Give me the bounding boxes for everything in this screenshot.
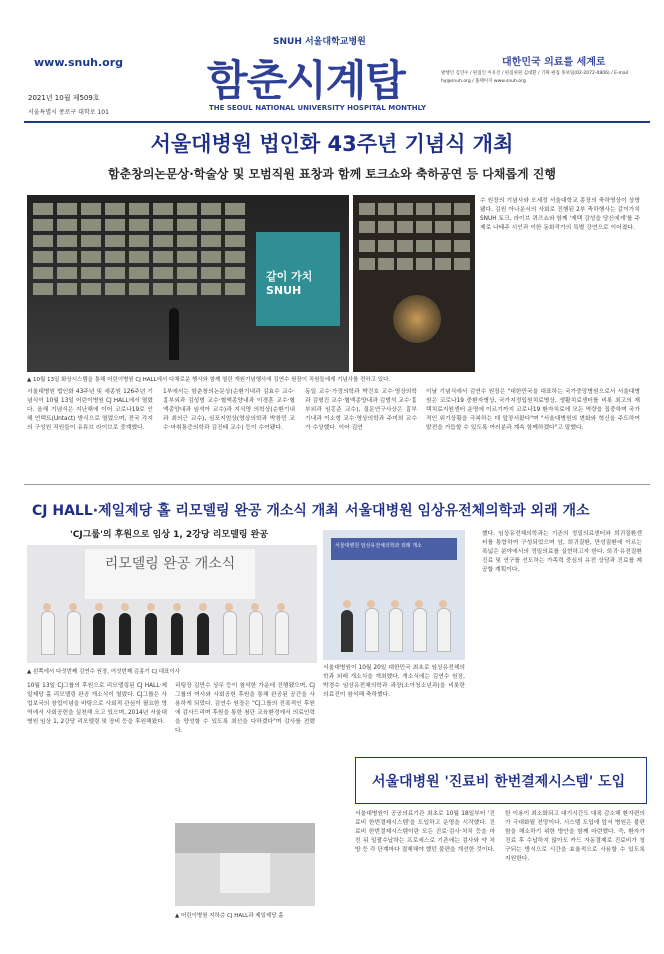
person: [365, 608, 379, 652]
cj-subhead: 'CJ그룹'의 후원으로 임상 1, 2강당 리모델링 완공: [70, 530, 269, 540]
person-head: [95, 603, 103, 611]
person-head: [415, 600, 423, 608]
issue-number: 2021년 10월 제509호: [28, 94, 100, 102]
stage-light: [393, 295, 441, 343]
hall-ceiling: [175, 823, 315, 853]
person: [223, 611, 237, 655]
newspaper-title: 함춘시계탑: [207, 56, 405, 105]
person-head: [391, 600, 399, 608]
section-divider: [24, 484, 650, 485]
screen-text: 같이 가치 SNUH: [266, 270, 313, 297]
banner-text: 리모델링 완공 개소식: [104, 556, 236, 572]
person: [389, 608, 403, 652]
person-head: [439, 600, 447, 608]
person-head: [173, 603, 181, 611]
person: [67, 611, 81, 655]
ceremony-photo: [27, 195, 349, 372]
lead-column-2: 1부에서는 함춘창의논문상(순환기내과 김효수 교수·흉부외과 김성범 교수·혈액종양내과 이경훈 교수·혈액종양내과 임석아 교수)과 지식영 의학상(순환기내과 최의근 교수), 심포지엄상(영상의학과 박창민 교수·마취통증의학과 김진태 교수) 등이 수여됐다.: [163, 389, 295, 431]
publisher-info: 발행인 김연수 / 편집인 이유진 / 편집위원 김대환 / 기획·편집 홍보팀(02-2072-0806) / E-mail hy@snuh.org / 홈페이지 www.snuh.org: [441, 71, 629, 84]
person: [119, 613, 131, 655]
genomics-headline: 서울대병원 임상유전체의학과 외래 개소: [345, 503, 590, 519]
cj-hall-caption: ▲ 어린이병원 지하층 CJ HALL과 제일제당 홀: [175, 913, 284, 919]
billing-column-1: 서울대병원이 공공의료기관 최초로 10월 18일부터 '진료비 한번결제시스템'을 도입하고 운영을 시작했다. 진료비 한번결제시스템이란 모든 진료·검사·처치 등을 마친 뒤 일괄수납하는 프로세스로 기존에는 검사와 약 처방 등 각 단계마다 결제해야 했던 불편을 개선한 것이다.: [355, 811, 495, 853]
newspaper-english-title: THE SEOUL NATIONAL UNIVERSITY HOSPITAL MONTHLY: [209, 104, 427, 112]
masthead-rule: [24, 121, 650, 123]
person-head: [343, 600, 351, 608]
lead-photo-caption: ▲ 10월 13일 화상시스템을 통해 어린이병원 CJ HALL에서 다채로운 행사와 함께 열린 개원기념행사에 김연수 원장이 직원들에게 기념사를 전하고 있다.: [27, 377, 391, 383]
tagline: 대한민국 의료를 세계로: [502, 57, 606, 68]
person: [93, 613, 105, 655]
ceremony-banner: [85, 549, 255, 599]
person-head: [43, 603, 51, 611]
video-wall-2: [359, 203, 469, 273]
person-head: [225, 603, 233, 611]
person: [145, 613, 157, 655]
person: [275, 611, 289, 655]
lead-subhead: 함춘창의논문상·학술상 및 모범직원 표창과 함께 토크쇼와 축하공연 등 다채롭게 진행: [108, 167, 556, 181]
person-head: [367, 600, 375, 608]
billing-column-2: 한 이용이 최소화되고 대기시간도 대폭 감소해 환자편의가 극대화될 전망이다. 시스템 도입에 앞서 병원은 불편함을 해소하기 위한 방안을 함께 마련했다. 즉, 환자가 진료 후 수납하지 않아도 카드 자동결제로 진료비가 청구되는 방식으로 시간을 효율적으로 사용할 수 있도록 지원한다.: [505, 811, 645, 862]
cj-column-2: 리팅장 김만수 상무 등이 참석한 가운데 진행됐으며, CJ그룹의 여사와 사회공헌 후원을 통해 완공된 공간을 사용하게 되었다. 김연수 원장은 "CJ그룹의 전폭적인 후원에 감사드리며 후원을 통한 첨단 교육환경에서 의료인력을 양성할 수 있도록 최선을 다하겠다"며 감사를 전했다.: [175, 683, 315, 734]
person: [197, 613, 209, 655]
billing-headline: 서울대병원 '진료비 한번결제시스템' 도입: [372, 774, 626, 790]
speaker: [169, 308, 179, 360]
person: [413, 608, 427, 652]
person-head: [277, 603, 285, 611]
lead-headline: 서울대병원 법인화 43주년 기념식 개최: [150, 132, 514, 156]
billing-headline-box: [355, 757, 647, 804]
person: [171, 613, 183, 655]
genomics-photo: [323, 530, 465, 660]
lead-column-1: 서울대병원 법인화 43주년 및 세종원 126주년 기념식이 10월 13일 어린이병원 CJ HALL에서 열렸다. 올해 기념식은 지난해에 이어 코로나19로 인해 언택트(Untact) 방식으로 열렸으며, 전국 각지의 구성원 직원들이 유튜브 라이브로 중계했다.: [27, 389, 153, 431]
center-screen: [256, 232, 340, 326]
cj-hall-photo: [175, 823, 315, 906]
genomics-sign: 서울대병원 임상유전체의학과 외래 개소: [331, 538, 457, 560]
person: [249, 611, 263, 655]
cj-column-1: 10월 13일 CJ그룹의 후원으로 리모델링된 CJ HALL·제일제당 홀 리모델링 완공 개소식이 열렸다. CJ그룹은 사업보국의 창업이념을 바탕으로 사회적 관심이 필요한 영역에서 사회공헌을 실천해 오고 있으며, 2014년 서울대병원 임상 1, 2강당 리모델링 및 장비 등을 후원해왔다.: [27, 683, 167, 725]
site-url: www.snuh.org: [34, 56, 124, 69]
person: [341, 610, 353, 652]
person-head: [251, 603, 259, 611]
address: 서울특별시 종로구 대학로 101: [28, 109, 109, 116]
person: [41, 611, 55, 655]
lead-column-3: 동일 교수·가정의학과 박진호 교수·영상의학과 김형진 교수·혈액종양내과 김범석 교수·흉부외과 임홍준 교수), 질문연구사상은 흉부기내과 이소형 교수·영상의학과 주미희 교수가 수상했다. 이어 김연: [305, 389, 417, 431]
cj-photo-caption: ▲ 왼쪽에서 다섯번째 김연수 원장, 여섯번째 김홍기 CJ 대표이사: [27, 669, 180, 675]
hall-screen: [220, 853, 270, 893]
lead-column-5: 이날 기념식에서 김연수 원장은 "대한민국을 대표하는 국가중앙병원으로서 서울대병원은 코로나19 중환자병상, 국가지정입원치료병상, 생활치료센터를 비롯 최고의 재택치료지원센터 운영에 이르기까지 코로나19 환자치료에 모든 역량을 집중하며 국가적인 위기상황을 극복하는 데 앞장서왔다"며 "서울대병원의 변화와 혁신을 주도하여 발전을 거듭할 수 있도록 여러분과 계속 함께하겠다"고 말했다.: [426, 389, 640, 431]
lead-column-4: 수 원장의 기념사와 오세정 서울대학교 총장의 축하영상이 상영됐다. 김원 아나운서의 사회로 진행된 2부 축하행사는 같이가치 SNUH 토크, 라이브 퀴즈쇼와 함께 '재택 감성을 당신에게'를 주제로 나태주 시인과 이한 동화작가의 특별 강연으로 이어졌다.: [480, 198, 640, 231]
cj-group-photo: [27, 545, 317, 663]
person: [437, 608, 451, 652]
video-wall: [33, 203, 245, 295]
cj-headline: CJ HALL·제일제당 홀 리모델링 완공 개소식 개최: [32, 503, 339, 519]
performance-photo: [353, 195, 475, 372]
person-head: [147, 603, 155, 611]
hospital-logo: SNUH 서울대학교병원: [273, 37, 366, 47]
person-head: [199, 603, 207, 611]
person-head: [121, 603, 129, 611]
genomics-column-1: 서울대병원이 10월 20일 대한민국 최초로 임상유전체의학과 외래 개소식을 개최했다. 개소식에는 김연수 원장, 박경수 임상유전체의학과 과장(소아청소년과)을 비롯한 의료진이 참석해 축하했다.: [323, 665, 465, 698]
person-head: [69, 603, 77, 611]
genomics-column-2: 했다. 임상유전체의학과는 기존의 정밀의료센터와 희귀질환센터를 통합하여 구성되었으며 암, 희귀질환, 만성질환에 이르는 폭넓은 분야에서의 정밀의료를 실현하고자 한다. 희귀·유전질환 진료 및 연구를 선도하는 가족력 중심의 유전 상담과 진료를 제공할 계획이다.: [482, 531, 642, 573]
